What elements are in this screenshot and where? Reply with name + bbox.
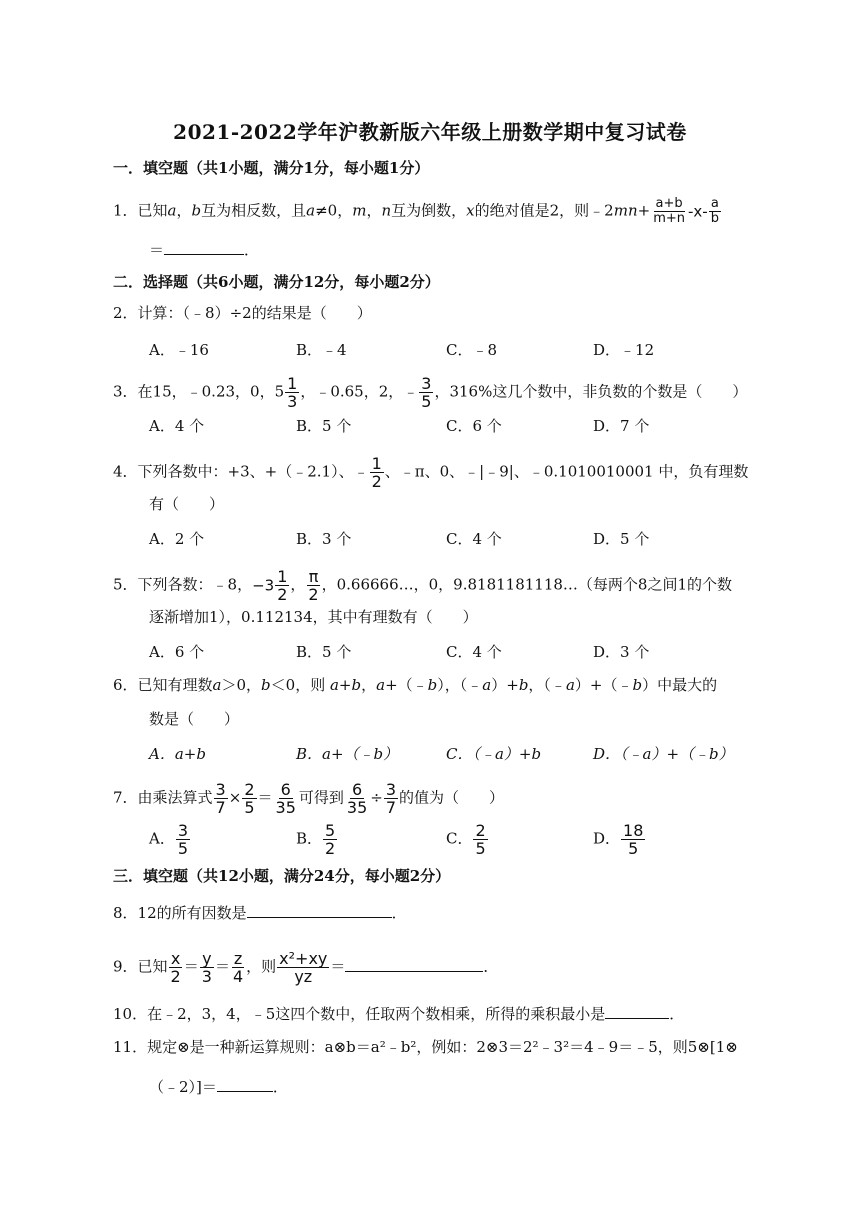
question-11: 11．规定⊗是一种新运算规则：a⊗b＝a²﹣b²，例如：2⊗3＝2²﹣3²＝4﹣9＝﹣5，则5⊗[1⊗: [113, 1038, 738, 1056]
question-11-cont: （﹣2）]＝ ．: [149, 1075, 288, 1097]
question-3: 3．在15，﹣0.23，0，5 $\frac{1}{3}$ ，﹣0.65，2，﹣ $\frac{3}{5}$ ，316%这几个数中，非负数的个数是（ ）: [113, 374, 748, 411]
question-9: 9．已知 $\frac{x}{2}$ ＝ $\frac{y}{3}$ ＝ $\frac{z}{4}$ ，则 $\frac{\text{x²+xy}}{yz}$ ＝ ．: [113, 949, 499, 986]
fraction: $\frac{a+b}{m+n}$: [653, 196, 685, 226]
fraction: $\frac{x}{2}$: [170, 949, 181, 986]
answer-blank[interactable]: [217, 1075, 273, 1092]
question-5-cont: 逐渐增加1），0.112134，其中有理数有（ ）: [149, 608, 478, 626]
fraction: $\frac{2}{5}$: [244, 780, 255, 817]
fraction: $\frac{1}{2}$: [277, 567, 288, 604]
option-c[interactable]: C．（﹣a）+b: [446, 745, 542, 763]
option-a[interactable]: A．a+b: [149, 745, 206, 763]
answer-blank[interactable]: [247, 901, 392, 918]
option-c[interactable]: C．4 个: [446, 530, 502, 548]
option-b[interactable]: B．a+（﹣b）: [296, 745, 399, 763]
question-1-answer-line: ＝ ．: [149, 238, 259, 260]
option-d[interactable]: D． $\frac{18}{5}$: [593, 821, 644, 858]
option-c[interactable]: C． $\frac{2}{5}$: [446, 821, 486, 858]
option-d[interactable]: D．（﹣a）+（﹣b）: [593, 745, 734, 763]
question-4-cont: 有（ ）: [149, 495, 225, 513]
option-b[interactable]: B．﹣4: [296, 341, 347, 359]
fraction: $\frac{5}{2}$: [325, 821, 336, 858]
fraction: $\frac{1}{2}$: [371, 454, 382, 491]
section-2-heading: 二．选择题（共6小题，满分12分，每小题2分）: [113, 273, 440, 291]
fraction: $\frac{6}{35}$: [275, 780, 296, 817]
section-1-heading: 一．填空题（共1小题，满分1分，每小题1分）: [113, 159, 430, 177]
question-10: 10．在﹣2，3，4，﹣5这四个数中，任取两个数相乘，所得的乘积最小是 ．: [113, 1002, 684, 1024]
option-d[interactable]: D．3 个: [593, 643, 650, 661]
exam-title: 2021-2022学年沪教新版六年级上册数学期中复习试卷: [173, 120, 687, 144]
question-5: 5．下列各数：﹣8，−3 $\frac{1}{2}$ ， $\frac{\pi}{2}$ ，0.66666…，0，9.8181181118…（每两个8之间1的个数: [113, 567, 733, 604]
fraction: $\frac{z}{4}$: [232, 949, 244, 986]
option-d[interactable]: D．7 个: [593, 417, 650, 435]
option-a[interactable]: A． $\frac{3}{5}$: [149, 821, 189, 858]
option-d[interactable]: D．﹣12: [593, 341, 655, 359]
answer-blank[interactable]: [345, 955, 483, 972]
fraction: $\frac{1}{3}$: [287, 374, 298, 411]
fraction: $\frac{y}{3}$: [201, 949, 212, 986]
option-a[interactable]: A．﹣16: [149, 341, 209, 359]
section-3-heading: 三．填空题（共12小题，满分24分，每小题2分）: [113, 867, 451, 885]
question-8: 8．12的所有因数是 ．: [113, 901, 407, 923]
fraction: $\frac{\pi}{2}$: [308, 567, 319, 604]
fraction: $\frac{3}{7}$: [385, 780, 397, 817]
option-c[interactable]: C．6 个: [446, 417, 502, 435]
option-b[interactable]: B．5 个: [296, 417, 352, 435]
question-6: 6．已知有理数a＞0，b＜0，则 a+b，a+（﹣b），（﹣a）+b，（﹣a）+（﹣b）中最大的: [113, 676, 718, 694]
option-b[interactable]: B．5 个: [296, 643, 352, 661]
option-a[interactable]: A．6 个: [149, 643, 205, 661]
fraction: $\frac{3}{7}$: [215, 780, 226, 817]
fraction: $\frac{a}{b}$: [710, 196, 719, 226]
fraction: $\frac{18}{5}$: [623, 821, 644, 858]
option-a[interactable]: A．2 个: [149, 530, 205, 548]
option-c[interactable]: C．﹣8: [446, 341, 498, 359]
option-a[interactable]: A．4 个: [149, 417, 205, 435]
fraction: $\frac{3}{5}$: [421, 374, 432, 411]
option-b[interactable]: B．3 个: [296, 530, 352, 548]
question-7: 7．由乘法算式 $\frac{3}{7}$ × $\frac{2}{5}$ ＝ $\frac{6}{35}$ 可得到 $\frac{6}{35}$ ÷ $\frac{3}{7}$ 的值为（ ）: [113, 780, 505, 817]
fraction: $\frac{3}{5}$: [177, 821, 189, 858]
answer-blank[interactable]: [164, 238, 244, 255]
question-4: 4．下列各数中：+3、+（﹣2.1）、﹣ $\frac{1}{2}$ 、﹣π、0、﹣|﹣9|、﹣0.1010010001 中，负有理数: [113, 454, 749, 491]
question-1: 1．已知a，b互为相反数，且a≠0，m，n互为倒数，x的绝对值是2，则﹣2mn+ $\frac{a+b}{m+n}$ -x- $\frac{a}{b}$: [113, 196, 719, 226]
fraction: $\frac{2}{5}$: [475, 821, 486, 858]
fraction: $\frac{\text{x²+xy}}{yz}$: [279, 949, 328, 986]
option-b[interactable]: B． $\frac{5}{2}$: [296, 821, 336, 858]
question-6-cont: 数是（ ）: [149, 710, 240, 728]
option-c[interactable]: C．4 个: [446, 643, 502, 661]
fraction: $\frac{6}{35}$: [346, 780, 368, 817]
answer-blank[interactable]: [605, 1002, 669, 1019]
option-d[interactable]: D．5 个: [593, 530, 650, 548]
question-2: 2．计算：（﹣8）÷2的结果是（ ）: [113, 304, 372, 322]
